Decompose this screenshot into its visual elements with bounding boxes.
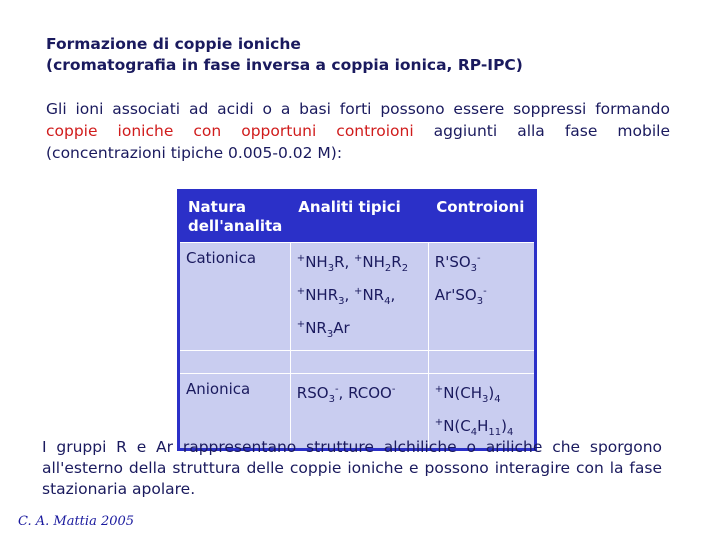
cell-counterions: $^+N(CH_3)_4$ $^+N(C_4H_{11})_4$ [428,374,535,450]
spacer-cell [290,351,428,374]
cell-analytes: $RSO_3^-$, RCOO- [290,374,428,450]
header-nature-line-2: dell'analita [188,217,283,235]
spacer-cell [179,351,291,374]
note-paragraph: I gruppi R e Ar rappresentano strutture alchiliche o ariliche che sporgono all'esterno della struttura delle coppie ioniche e possono interagire con la fase stazionaria apolare. [42,438,662,498]
table-row [179,243,536,351]
table-header-row [179,191,536,243]
cell-nature: Cationica [179,243,291,351]
header-nature [179,191,291,243]
cell-analytes: $^+NH_3R$, $^+NH_2R_2$ $^+NHR_3$, $^+NR_4$, $^+NR_3Ar$ [290,243,428,351]
cell-nature: Anionica [179,374,291,450]
intro-text-1: Gli ioni associati ad acidi o a basi forti possono essere soppressi formando [46,100,670,118]
intro-highlight: coppie ioniche con opportuni controioni [46,122,414,140]
header-analytes: Analiti tipici [290,191,428,243]
table-spacer-row [179,351,536,374]
slide-title [46,34,523,76]
header-counterions: Controioni [428,191,535,243]
spacer-cell [428,351,535,374]
cell-counterions: $R'SO_3^-$ $Ar'SO_3^-$ [428,243,535,351]
author-footer: C. A. Mattia 2005 [18,514,135,529]
intro-paragraph [46,98,670,164]
intro-text-2: aggiunti alla fase mobile (concentrazioni tipiche 0.005-0.02 M): [46,122,670,162]
title-line-2: (cromatografia in fase inversa a coppia ionica, RP-IPC) [46,56,523,74]
title-line-1: Formazione di coppie ioniche [46,35,301,53]
header-nature-line-1: Natura [188,198,247,216]
counterion-table [177,189,537,451]
